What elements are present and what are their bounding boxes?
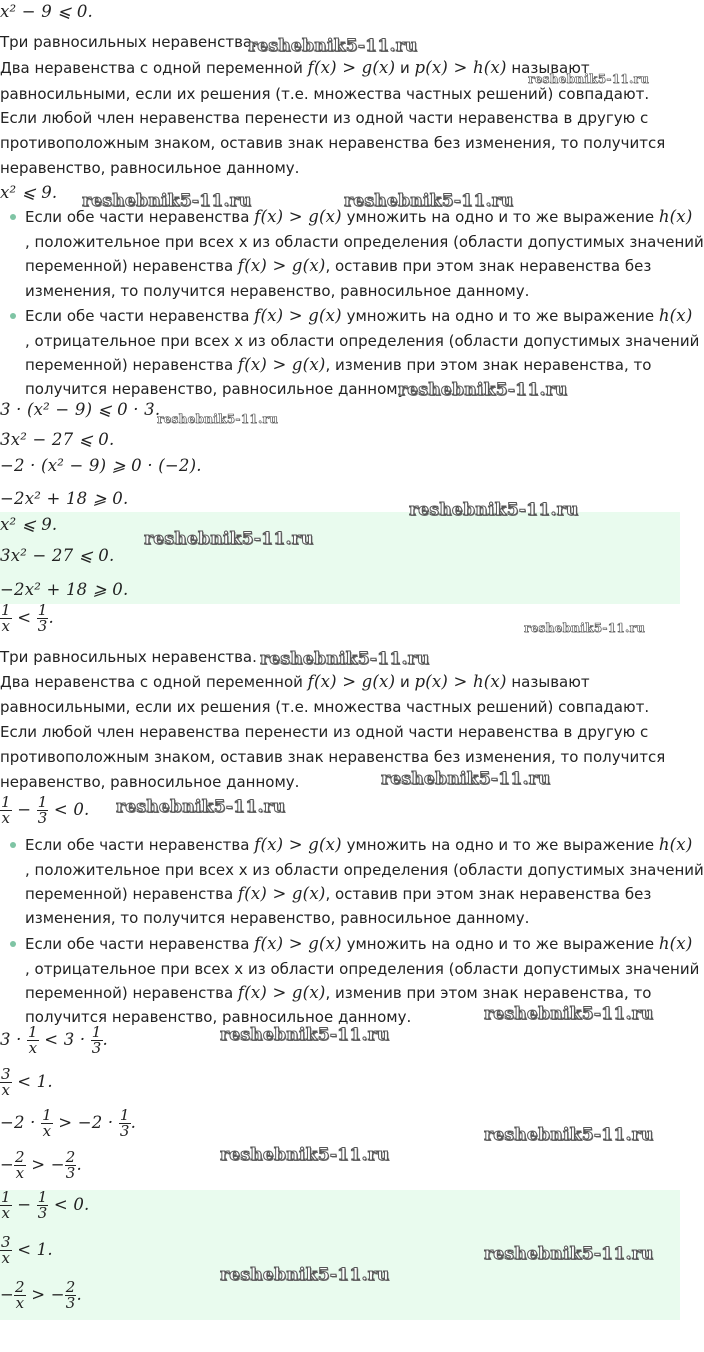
bullet-line: , положительное при всех x из области определения (области допустимых значений	[25, 861, 704, 879]
bullet-line	[25, 983, 680, 1003]
summary-step: − $\frac{2}{x}$ > − $\frac{2}{3}$ .	[0, 1278, 82, 1312]
watermark: reshebnik5-11.ru	[220, 1025, 390, 1045]
paragraph-line: неравенство, равносильное данному.	[0, 159, 300, 177]
text: называют	[511, 59, 590, 77]
math-inline: h(x)	[658, 835, 693, 854]
math-inline: f(x) > g(x)	[237, 256, 326, 275]
math-inline: f(x) > g(x)	[254, 934, 342, 953]
equation-step: −2 · $\frac{1}{x}$ > −2 · $\frac{1}{3}$ .	[0, 1106, 137, 1140]
step-inequality: $\frac{1}{x}$ − $\frac{1}{3}$ < 0.	[1, 793, 90, 827]
bullet-line: изменения, то получится неравенство, равносильное данному.	[25, 282, 530, 300]
text: , оставив при этом знак неравенства без	[325, 885, 652, 903]
equation-step: $\frac{3}{x}$ < 1.	[1, 1065, 53, 1099]
watermark: reshebnik5-11.ru	[220, 1265, 390, 1285]
text: переменной) неравенства	[25, 356, 234, 374]
text: и	[399, 59, 410, 77]
heading-equivalent: Три равносильных неравенства.	[0, 33, 257, 51]
paragraph-line	[0, 672, 680, 692]
math-inline: f(x) > g(x)	[254, 306, 342, 325]
watermark: reshebnik5-11.ru	[260, 649, 430, 669]
text: Два неравенства с одной переменной	[0, 59, 303, 77]
bullet-line	[25, 355, 680, 375]
bullet-negative	[25, 934, 693, 954]
math-inline: h(x)	[658, 207, 693, 226]
fraction: $\frac{1}{3}$	[37, 601, 48, 635]
text: переменной) неравенства	[25, 984, 234, 1002]
text: , оставив при этом знак неравенства без	[325, 257, 652, 275]
summary-step: −2x² + 18 ⩾ 0.	[0, 580, 129, 599]
bullet-line: , положительное при всех x из области определения (области допустимых значений	[25, 233, 704, 251]
fraction-inequality: $\frac{1}{x}$ < $\frac{1}{3}$ .	[1, 601, 54, 635]
math-inline: h(x)	[658, 306, 693, 325]
paragraph-line: противоположным знаком, оставив знак неравенства без изменения, то получится	[0, 134, 666, 152]
text: умножить на одно и то же выражение	[346, 935, 655, 953]
watermark: reshebnik5-11.ru	[484, 1125, 654, 1145]
math-inline: f(x) > g(x)	[307, 58, 396, 77]
bullet-line: получится неравенство, равносильное данному.	[25, 1008, 412, 1026]
watermark: reshebnik5-11.ru	[144, 529, 314, 549]
bullet-line	[25, 256, 680, 276]
text: умножить на одно и то же выражение	[346, 836, 655, 854]
fraction: $\frac{1}{x}$	[1, 601, 11, 635]
paragraph-line: равносильными, если их решения (т.е. множества частных решений) совпадают.	[0, 698, 650, 716]
paragraph-line: Если любой член неравенства перенести из одной части неравенства в другую с	[0, 723, 649, 741]
bullet-dot	[10, 214, 16, 220]
watermark: reshebnik5-11.ru	[409, 500, 579, 520]
text: , изменив при этом знак неравенства, то	[325, 984, 652, 1002]
math-inline: f(x) > g(x)	[307, 672, 396, 691]
math-inline: h(x)	[658, 934, 693, 953]
watermark: reshebnik5-11.ru	[157, 412, 279, 426]
paragraph-line: противоположным знаком, оставив знак неравенства без изменения, то получится	[0, 748, 666, 766]
summary-step: $\frac{1}{x}$ − $\frac{1}{3}$ < 0.	[1, 1188, 90, 1222]
bullet-line	[25, 884, 680, 904]
equation-step: −2 · (x² − 9) ⩾ 0 · (−2).	[0, 456, 202, 475]
math-inline: p(x) > h(x)	[414, 672, 507, 691]
equation-step: −2x² + 18 ⩾ 0.	[0, 489, 129, 508]
paragraph-line: неравенство, равносильное данному.	[0, 773, 300, 791]
paragraph-line: Если любой член неравенства перенести из одной части неравенства в другую с	[0, 109, 649, 127]
text: Если обе части неравенства	[25, 935, 250, 953]
bullet-dot	[10, 941, 16, 947]
heading-equivalent: Три равносильных неравенства.	[0, 648, 257, 666]
text: и	[399, 673, 410, 691]
math-inline: f(x) > g(x)	[254, 835, 342, 854]
watermark: reshebnik5-11.ru	[528, 72, 650, 86]
text: Если обе части неравенства	[25, 836, 250, 854]
math-inline: f(x) > g(x)	[254, 207, 342, 226]
watermark: reshebnik5-11.ru	[248, 36, 418, 56]
text: переменной) неравенства	[25, 257, 234, 275]
math-inline: p(x) > h(x)	[414, 58, 507, 77]
watermark: reshebnik5-11.ru	[82, 191, 252, 211]
step-inequality: x² ⩽ 9.	[0, 183, 58, 202]
text: умножить на одно и то же выражение	[346, 208, 655, 226]
text: Если обе части неравенства	[25, 307, 250, 325]
bullet-dot	[10, 313, 16, 319]
watermark: reshebnik5-11.ru	[398, 380, 568, 400]
math-inline: f(x) > g(x)	[237, 884, 326, 903]
text: называют	[511, 673, 590, 691]
bullet-line: , отрицательное при всех x из области определения (области допустимых значений	[25, 960, 700, 978]
equation-step: 3 · $\frac{1}{x}$ < 3 · $\frac{1}{3}$ .	[0, 1023, 108, 1057]
bullet-line: , отрицательное при всех x из области определения (области допустимых значений	[25, 332, 700, 350]
text: переменной) неравенства	[25, 885, 234, 903]
math-inline: f(x) > g(x)	[237, 355, 326, 374]
text: Если обе части неравенства	[25, 208, 250, 226]
summary-step: $\frac{3}{x}$ < 1.	[1, 1233, 53, 1267]
bullet-dot	[10, 842, 16, 848]
math-inline: f(x) > g(x)	[237, 983, 326, 1002]
text: , изменив при этом знак неравенства, то	[325, 356, 652, 374]
equation-step: − $\frac{2}{x}$ > − $\frac{2}{3}$ .	[0, 1148, 82, 1182]
watermark: reshebnik5-11.ru	[220, 1145, 390, 1165]
summary-step: x² ⩽ 9.	[0, 515, 58, 534]
equation-step: 3x² − 27 ⩽ 0.	[0, 430, 115, 449]
watermark: reshebnik5-11.ru	[344, 191, 514, 211]
bullet-line: изменения, то получится неравенство, равносильное данному.	[25, 909, 530, 927]
paragraph-line: равносильными, если их решения (т.е. множества частных решений) совпадают.	[0, 85, 650, 103]
text: Два неравенства с одной переменной	[0, 673, 303, 691]
watermark: reshebnik5-11.ru	[381, 769, 551, 789]
bullet-negative	[25, 306, 693, 326]
bullet-line: получится неравенство, равносильное данному.	[25, 380, 412, 398]
watermark: reshebnik5-11.ru	[116, 797, 286, 817]
bullet-positive	[25, 835, 693, 855]
summary-step: 3x² − 27 ⩽ 0.	[0, 546, 115, 565]
equation-step: 3 · (x² − 9) ⩽ 0 · 3.	[0, 400, 161, 419]
watermark: reshebnik5-11.ru	[484, 1004, 654, 1024]
text: умножить на одно и то же выражение	[346, 307, 655, 325]
watermark: reshebnik5-11.ru	[524, 621, 646, 635]
watermark: reshebnik5-11.ru	[484, 1244, 654, 1264]
initial-inequality: x² − 9 ⩽ 0.	[0, 2, 93, 21]
